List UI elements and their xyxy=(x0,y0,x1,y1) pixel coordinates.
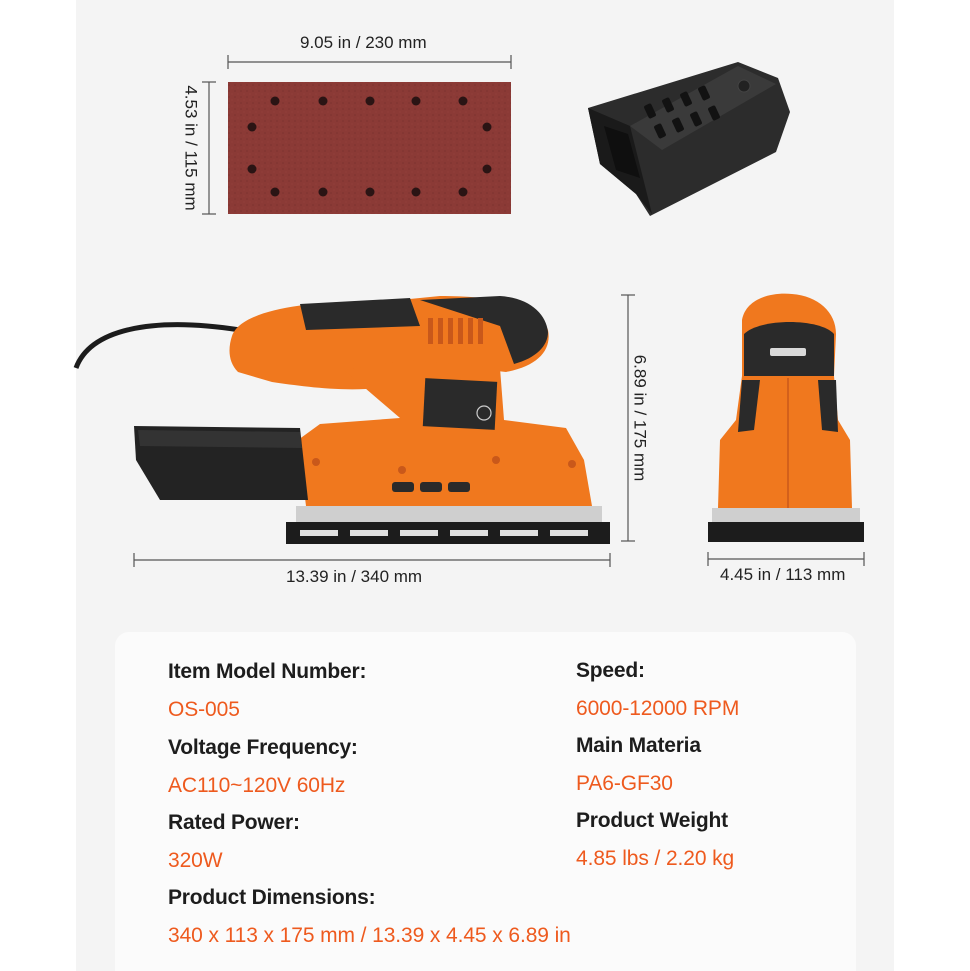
spec-item-product-dimensions xyxy=(168,886,571,948)
spec-value: OS-005 xyxy=(168,698,240,721)
specs-card xyxy=(115,632,856,971)
spec-value: 4.85 lbs / 2.20 kg xyxy=(576,847,735,870)
spec-value: PA6-GF30 xyxy=(576,772,673,795)
spec-label: Speed: xyxy=(576,659,645,682)
power-cord xyxy=(76,325,240,368)
spec-label: Voltage Frequency: xyxy=(168,736,358,759)
tool-height-label: 6.89 in / 175 mm xyxy=(630,354,650,482)
spec-label: Item Model Number: xyxy=(168,660,367,683)
tool-length-label: 13.39 in / 340 mm xyxy=(286,567,423,586)
spec-item-model-number xyxy=(168,660,366,722)
spec-item-rated-power xyxy=(168,811,300,873)
sandpaper-height-line xyxy=(202,82,216,214)
spec-item-product-weight xyxy=(576,809,734,871)
spec-label: Product Dimensions: xyxy=(168,886,376,909)
sander-front-view xyxy=(708,294,864,542)
spec-label: Product Weight xyxy=(576,809,728,832)
sandpaper-width-label: 9.05 in / 230 mm xyxy=(300,33,427,52)
spec-label: Rated Power: xyxy=(168,811,300,834)
spec-value: AC110~120V 60Hz xyxy=(168,774,346,797)
spec-item-main-material xyxy=(576,734,701,796)
sandpaper-sheet xyxy=(228,82,511,214)
dust-box xyxy=(588,62,790,216)
sandpaper-width-line xyxy=(228,55,511,69)
tool-width-line xyxy=(708,552,864,566)
spec-label-plate xyxy=(423,378,497,430)
spec-value: 340 x 113 x 175 mm / 13.39 x 4.45 x 6.89 in xyxy=(168,924,571,947)
spec-value: 320W xyxy=(168,849,223,872)
tool-length-line xyxy=(134,553,610,567)
spec-item-voltage-frequency xyxy=(168,736,358,798)
tool-width-label: 4.45 in / 113 mm xyxy=(720,565,846,584)
spec-value: 6000-12000 RPM xyxy=(576,697,740,720)
spec-label: Main Materia xyxy=(576,734,701,757)
sandpaper-height-label: 4.53 in / 115 mm xyxy=(181,85,201,211)
spec-item-speed xyxy=(576,659,739,721)
sander-side-view xyxy=(76,296,610,544)
